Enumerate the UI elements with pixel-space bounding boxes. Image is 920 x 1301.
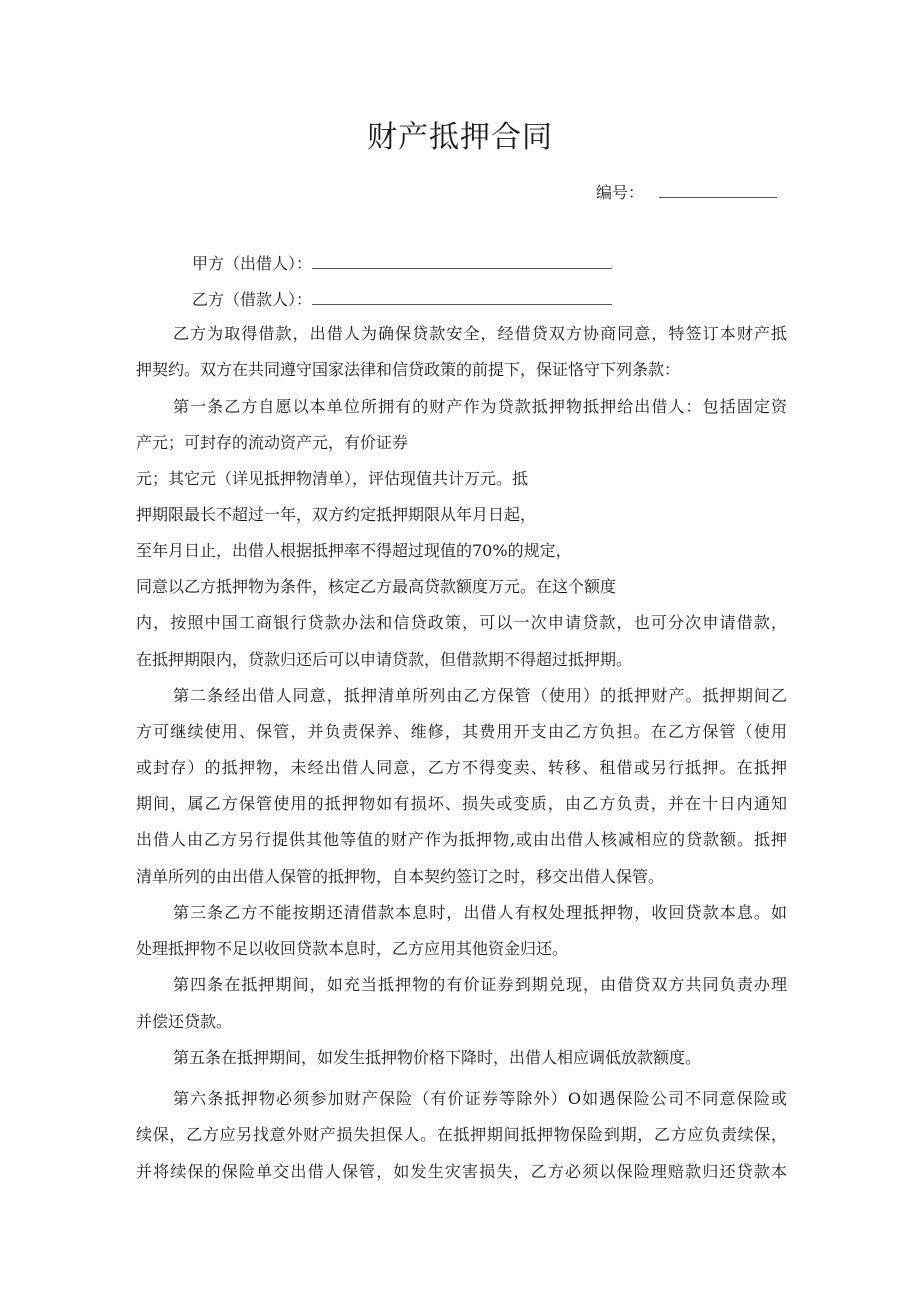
- text-line: 同意以乙方抵押物为条件，核定乙方最高贷款额度万元。在这个额度: [136, 577, 617, 596]
- contract-number-blank: [659, 182, 777, 198]
- contract-number-label: 编号：: [596, 183, 645, 202]
- text-line: 第六条抵押物必须参加财产保险（有价证券等除外）O如遇保险公司不同意保险或: [173, 1089, 787, 1108]
- text-line: 或封存）的抵押物，未经出借人同意，乙方不得变卖、转移、租借或另行抵押。在抵押: [136, 758, 787, 777]
- text-line: 内，按照中国工商银行贷款办法和信贷政策，可以一次申请贷款，也可分次申请借款，: [136, 613, 787, 632]
- text-line: 第一条乙方自愿以本单位所拥有的财产作为贷款抵押物抵押给出借人：包括固定资: [173, 397, 787, 416]
- text-line: 至年月日止，出借人根据抵押率不得超过现值的70%的规定，: [136, 541, 572, 560]
- text-line: 元；其它元（详见抵押物清单），评估现值共计万元。抵: [136, 469, 529, 488]
- text-line: 并偿还贷款。: [136, 1012, 233, 1031]
- text-line: 第五条在抵押期间，如发生抵押物价格下降时，出借人相应调低放款额度。: [173, 1048, 702, 1067]
- text-line: 押期限最长不超过一年，双方约定抵押期限从年月日起，: [136, 505, 537, 524]
- text-line: 第三条乙方不能按期还清借款本息时，出借人有权处理抵押物，收回贷款本息。如: [173, 903, 787, 922]
- document-title: 财产抵押合同: [367, 120, 553, 155]
- text-line: 第二条经出借人同意，抵押清单所列由乙方保管（使用）的抵押财产。抵押期间乙: [173, 686, 787, 705]
- text-line: 清单所列的由出借人保管的抵押物，自本契约签订之时，移交出借人保管。: [136, 867, 665, 886]
- party-b-blank: [312, 289, 612, 305]
- text-line: 在抵押期限内，贷款归还后可以申请贷款，但借款期不得超过抵押期。: [136, 650, 633, 669]
- contract-number: [596, 182, 777, 203]
- party-a-blank: [312, 253, 612, 269]
- text-line: 第四条在抵押期间，如充当抵押物的有价证券到期兑现，由借贷双方共同负责办理: [173, 975, 787, 994]
- text-line: 产元；可封存的流动资产元，有价证券: [136, 433, 409, 452]
- party-a-label: 甲方（出借人）：: [192, 254, 313, 273]
- party-a: [192, 253, 612, 274]
- text-line: 乙方为取得借款，出借人为确保贷款安全，经借贷双方协商同意，特签订本财产抵: [173, 324, 787, 343]
- text-line: 期间，属乙方保管使用的抵押物如有损坏、损失或变质，由乙方负责，并在十日内通知: [136, 794, 787, 813]
- text-line: 方可继续使用、保管，并负责保养、维修，其费用开支由乙方负担。在乙方保管（使用: [136, 722, 787, 741]
- party-b: [192, 289, 612, 310]
- text-line: 处理抵押物不足以收回贷款本息时，乙方应用其他资金归还。: [136, 939, 569, 958]
- text-line: 押契约。双方在共同遵守国家法律和信贷政策的前提下，保证恪守下列条款：: [136, 360, 681, 379]
- party-b-label: 乙方（借款人）：: [192, 290, 313, 309]
- text-line: 续保，乙方应另找意外财产损失担保人。在抵押期间抵押物保险到期，乙方应负责续保，: [136, 1125, 787, 1144]
- text-line: 出借人由乙方另行提供其他等值的财产作为抵押物,或由出借人核减相应的贷款额。抵押: [136, 830, 787, 849]
- text-line: 并将续保的保险单交出借人保管，如发生灾害损失，乙方必须以保险理赔款归还贷款本: [136, 1162, 787, 1181]
